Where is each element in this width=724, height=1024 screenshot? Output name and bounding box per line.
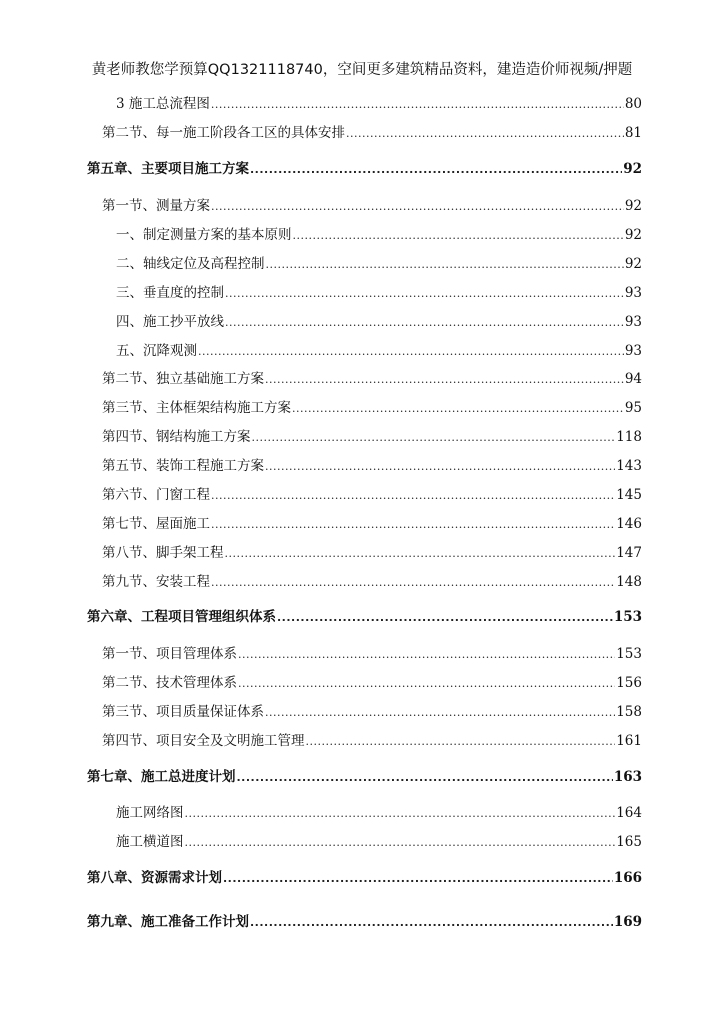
- toc-leader-dots: [211, 96, 624, 114]
- toc-entry-label: 第一节、项目管理体系: [102, 646, 237, 662]
- toc-entry-page: 165: [616, 834, 642, 850]
- toc-leader-dots: [225, 314, 624, 332]
- toc-entry-label: 施工横道图: [116, 834, 184, 850]
- toc-entry-page: 163: [613, 769, 642, 785]
- toc-entry-page: 158: [616, 704, 642, 720]
- toc-chapter-entry[interactable]: [87, 768, 642, 787]
- toc-entry[interactable]: [102, 544, 642, 563]
- toc-entry-page: 156: [616, 675, 642, 691]
- toc-entry-label: 第三节、项目质量保证体系: [102, 704, 264, 720]
- toc-leader-dots: [266, 256, 624, 274]
- toc-entry-label: 三、垂直度的控制: [116, 285, 224, 301]
- toc-entry-page: 166: [613, 870, 642, 886]
- toc-entry[interactable]: [102, 486, 642, 505]
- toc-entry-page: 92: [624, 227, 642, 243]
- toc-entry[interactable]: [116, 284, 642, 303]
- toc-entry-label: 第八节、脚手架工程: [102, 545, 224, 561]
- toc-entry-page: 81: [624, 125, 642, 141]
- toc-leader-dots: [225, 545, 616, 563]
- toc-entry-page: 93: [624, 285, 642, 301]
- toc-leader-dots: [252, 429, 616, 447]
- toc-entry-label: 第七节、屋面施工: [102, 516, 210, 532]
- toc-entry[interactable]: [102, 732, 642, 751]
- toc-entry-page: 93: [624, 314, 642, 330]
- toc-leader-dots: [198, 343, 624, 361]
- toc-entry[interactable]: [116, 342, 642, 361]
- toc-leader-dots: [293, 227, 624, 245]
- toc-entry-label: 二、轴线定位及高程控制: [116, 256, 265, 272]
- toc-entry-page: 143: [616, 458, 642, 474]
- toc-leader-dots: [265, 704, 615, 722]
- toc-entry[interactable]: [102, 457, 642, 476]
- toc-leader-dots: [306, 733, 616, 751]
- toc-entry-label: 第七章、施工总进度计划: [87, 769, 236, 785]
- toc-entry[interactable]: [102, 197, 642, 216]
- toc-entry-page: 153: [613, 609, 642, 625]
- toc-leader-dots: [292, 400, 624, 418]
- toc-entry-page: 95: [624, 400, 642, 416]
- toc-entry[interactable]: [116, 313, 642, 332]
- toc-entry-page: 145: [616, 487, 642, 503]
- toc-entry-label: 五、沉降观测: [116, 343, 197, 359]
- toc-entry[interactable]: [102, 124, 642, 143]
- toc-leader-dots: [185, 834, 616, 852]
- toc-leader-dots: [185, 805, 616, 823]
- toc-chapter-entry[interactable]: [87, 869, 642, 888]
- toc-entry-page: 94: [624, 371, 642, 387]
- toc-leader-dots: [238, 675, 615, 693]
- toc-entry[interactable]: [102, 674, 642, 693]
- toc-entry-page: 92: [623, 161, 642, 177]
- toc-entry[interactable]: [102, 703, 642, 722]
- toc-entry-label: 第二节、独立基础施工方案: [102, 371, 264, 387]
- toc-entry-label: 第五章、主要项目施工方案: [87, 161, 249, 177]
- toc-entry[interactable]: [102, 370, 642, 389]
- toc-leader-dots: [211, 487, 615, 505]
- toc-entry-page: 164: [616, 805, 642, 821]
- toc-entry-label: 第一节、测量方案: [102, 198, 210, 214]
- toc-entry[interactable]: [102, 428, 642, 447]
- toc-entry-page: 93: [624, 343, 642, 359]
- toc-entry-page: 92: [624, 198, 642, 214]
- toc-entry-label: 第二节、每一施工阶段各工区的具体安排: [102, 125, 345, 141]
- toc-entry-label: 第六章、工程项目管理组织体系: [87, 609, 276, 625]
- toc-entry[interactable]: [102, 573, 642, 592]
- toc-entry-label: 第五节、装饰工程施工方案: [102, 458, 264, 474]
- toc-entry-label: 第六节、门窗工程: [102, 487, 210, 503]
- toc-leader-dots: [223, 870, 613, 888]
- toc-entry-label: 第九章、施工准备工作计划: [87, 914, 249, 930]
- toc-entry[interactable]: [116, 226, 642, 245]
- toc-leader-dots: [238, 646, 615, 664]
- toc-entry-page: 147: [616, 545, 642, 561]
- toc-leader-dots: [250, 914, 613, 932]
- toc-leader-dots: [346, 125, 624, 143]
- toc-entry-label: 3 施工总流程图: [116, 96, 210, 112]
- toc-leader-dots: [211, 198, 624, 216]
- toc-entry[interactable]: [102, 515, 642, 534]
- toc-entry-label: 施工网络图: [116, 805, 184, 821]
- toc-leader-dots: [265, 458, 615, 476]
- toc-entry[interactable]: [102, 645, 642, 664]
- toc-leader-dots: [237, 769, 613, 787]
- toc-entry-label: 第八章、资源需求计划: [87, 870, 222, 886]
- toc-entry-page: 148: [616, 574, 642, 590]
- toc-entry[interactable]: [116, 804, 642, 823]
- toc-leader-dots: [211, 516, 615, 534]
- toc-entry-label: 第三节、主体框架结构施工方案: [102, 400, 291, 416]
- toc-entry-page: 153: [616, 646, 642, 662]
- toc-leader-dots: [225, 285, 624, 303]
- toc-entry-page: 169: [613, 914, 642, 930]
- toc-entry-label: 第四节、项目安全及文明施工管理: [102, 733, 305, 749]
- toc-entry-label: 第四节、钢结构施工方案: [102, 429, 251, 445]
- toc-entry-label: 四、施工抄平放线: [116, 314, 224, 330]
- toc-entry[interactable]: [102, 399, 642, 418]
- toc-entry-page: 92: [624, 256, 642, 272]
- toc-entry-page: 161: [616, 733, 642, 749]
- toc-chapter-entry[interactable]: [87, 913, 642, 932]
- toc-leader-dots: [265, 371, 624, 389]
- toc-leader-dots: [250, 161, 622, 179]
- toc-entry[interactable]: [116, 833, 642, 852]
- toc-leader-dots: [211, 574, 615, 592]
- toc-entry-label: 第九节、安装工程: [102, 574, 210, 590]
- toc-chapter-entry[interactable]: [87, 160, 642, 179]
- toc-entry[interactable]: [116, 255, 642, 274]
- toc-entry-page: 80: [624, 96, 642, 112]
- page-header: 黄老师教您学预算QQ1321118740，空间更多建筑精品资料，建造造价师视频/押题: [91, 62, 633, 78]
- toc-entry-label: 一、制定测量方案的基本原则: [116, 227, 292, 243]
- toc-entry-label: 第二节、技术管理体系: [102, 675, 237, 691]
- toc-chapter-entry[interactable]: [87, 608, 642, 627]
- toc-leader-dots: [277, 609, 613, 627]
- toc-entry-page: 118: [616, 429, 642, 445]
- toc-entry-page: 146: [616, 516, 642, 532]
- toc-entry[interactable]: [116, 95, 642, 114]
